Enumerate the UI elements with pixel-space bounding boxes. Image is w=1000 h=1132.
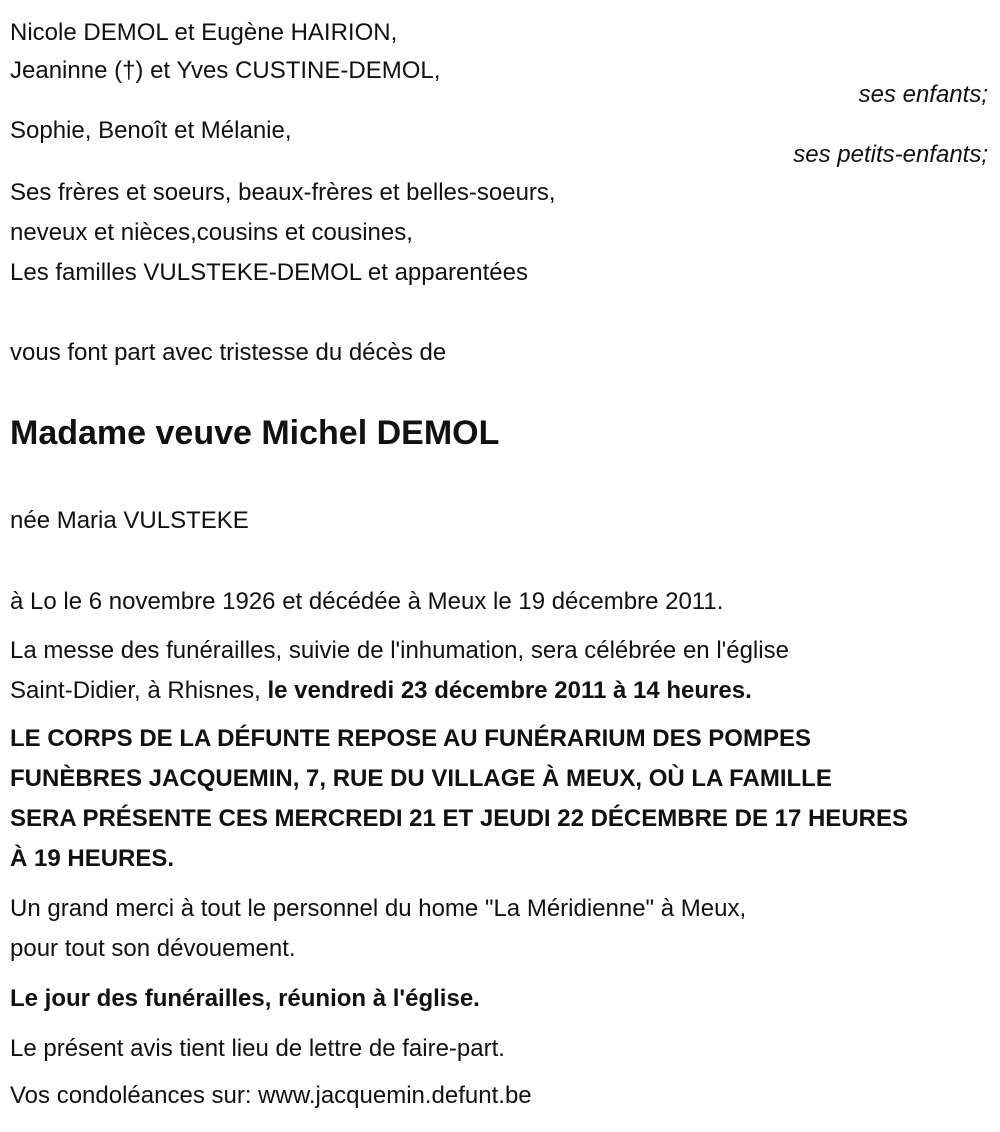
visitation-line-1: LE CORPS DE LA DÉFUNTE REPOSE AU FUNÉRARIUM DES POMPES	[10, 725, 811, 752]
mass-datetime: le vendredi 23 décembre 2011 à 14 heures.	[267, 677, 752, 704]
mass-location: Saint-Didier, à Rhisnes,	[10, 677, 268, 704]
children-line-1: Nicole DEMOL et Eugène HAIRION,	[10, 19, 398, 46]
mass-line-1: La messe des funérailles, suivie de l'inhumation, sera célébrée en l'église	[10, 637, 789, 664]
meeting-text: Le jour des funérailles, réunion à l'église.	[10, 985, 480, 1012]
others-line-1: Ses frères et soeurs, beaux-frères et belles-soeurs,	[10, 179, 556, 206]
children-label: ses enfants;	[858, 81, 988, 108]
others-line-2: neveux et nièces,cousins et cousines,	[10, 219, 413, 246]
grandchildren-line: Sophie, Benoît et Mélanie,	[10, 117, 292, 144]
visitation-line-4: À 19 HEURES.	[10, 845, 175, 872]
deceased-name: Madame veuve Michel DEMOL	[10, 414, 500, 452]
thanks-line-1: Un grand merci à tout le personnel du home "La Méridienne" à Meux,	[10, 895, 747, 922]
notice-text: Le présent avis tient lieu de lettre de faire-part.	[10, 1035, 505, 1062]
grandchildren-label: ses petits-enfants;	[793, 141, 988, 168]
visitation-line-3: SERA PRÉSENTE CES MERCREDI 21 ET JEUDI 22 DÉCEMBRE DE 17 HEURES	[10, 805, 908, 832]
announce-text: vous font part avec tristesse du décès de	[10, 339, 447, 366]
mass-line-2	[10, 676, 752, 706]
others-line-3: Les familles VULSTEKE-DEMOL et apparentées	[10, 259, 529, 286]
condolences-text: Vos condoléances sur: www.jacquemin.defunt.be	[10, 1082, 532, 1109]
thanks-line-2: pour tout son dévouement.	[10, 935, 296, 962]
children-line-2: Jeaninne (†) et Yves CUSTINE-DEMOL,	[10, 57, 441, 84]
visitation-line-2: FUNÈBRES JACQUEMIN, 7, RUE DU VILLAGE À MEUX, OÙ LA FAMILLE	[10, 765, 832, 792]
birth-name: née Maria VULSTEKE	[10, 507, 249, 534]
dates-text: à Lo le 6 novembre 1926 et décédée à Meux le 19 décembre 2011.	[10, 588, 724, 615]
